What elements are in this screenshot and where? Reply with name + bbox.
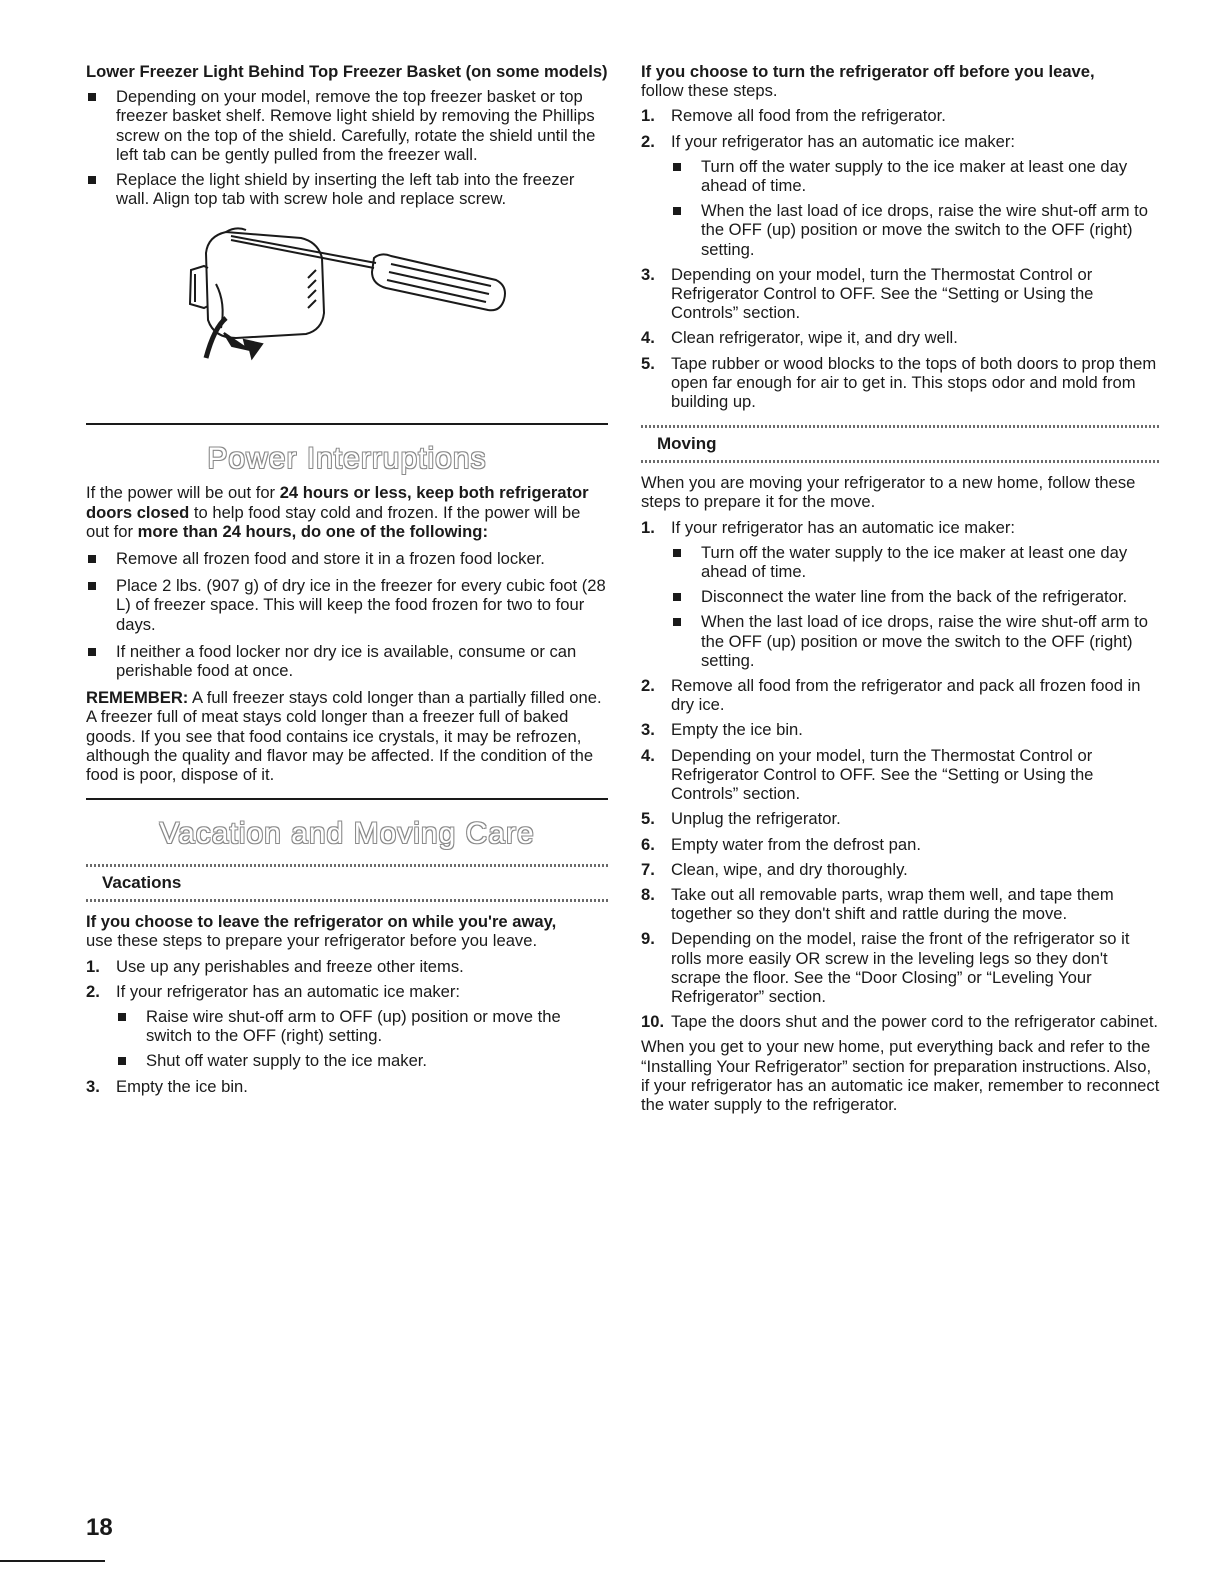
step-number: 8.	[641, 884, 655, 904]
power-bullet-1: Remove all frozen food and store it in a frozen food locker.	[86, 549, 608, 568]
light-bullet-2: Replace the light shield by inserting the left tab into the freezer wall. Align top tab with screw hole and replace screw.	[86, 170, 608, 208]
remember-text: A full freezer stays cold longer than a partially filled one. A freezer full of meat stays cold longer than a freezer full of baked goods. If you see that food contains ice crystals, it may be refrozen, although the quality and flavor may be affected. If the condition of the food is poor, dispose of it.	[86, 688, 602, 785]
vacations-sub-bullet-1: Raise wire shut-off arm to OFF (up) position or move the switch to the OFF (right) setting.	[86, 1007, 608, 1045]
step-text: If your refrigerator has an automatic ice maker:	[671, 131, 1016, 151]
step-number: 6.	[641, 834, 655, 854]
moving-step-7	[641, 860, 1161, 879]
moving-step-3	[641, 720, 1161, 739]
light-heading: Lower Freezer Light Behind Top Freezer Basket (on some models)	[86, 62, 608, 81]
step-text: Unplug the refrigerator.	[671, 809, 841, 829]
step-text: If your refrigerator has an automatic ice maker:	[116, 981, 461, 1001]
moving-step-8	[641, 885, 1161, 923]
screwdriver-light-shield-icon	[86, 208, 608, 423]
step-number: 2.	[641, 676, 655, 696]
moving-step-5	[641, 809, 1161, 828]
step-text: Tape the doors shut and the power cord to the refrigerator cabinet.	[671, 1012, 1159, 1032]
step-text: Depending on the model, raise the front of the refrigerator so it rolls more easily OR screw in the leveling legs so they don't scrape the floor. See the “Door Closing” or “Leveling Your Refrigerator” section.	[671, 929, 1130, 1006]
light-shield-illustration	[86, 208, 608, 423]
step-number: 1.	[641, 517, 655, 537]
step-text: Tape rubber or wood blocks to the tops of both doors to prop them open far enough for air to get in. This stops odor and mold from building up.	[671, 353, 1157, 412]
off-sub-bullet-2: When the last load of ice drops, raise the wire shut-off arm to the OFF (up) position or move the switch to the OFF (right) setting.	[641, 201, 1161, 259]
step-number: 5.	[641, 353, 655, 373]
moving-intro: When you are moving your refrigerator to a new home, follow these steps to prepare it for the move.	[641, 473, 1136, 512]
step-text: Clean, wipe, and dry thoroughly.	[671, 859, 908, 879]
vacations-step-1	[86, 957, 608, 976]
moving-step-1	[641, 518, 1161, 537]
remember-paragraph	[86, 688, 608, 784]
moving-sub-bullet-1: Turn off the water supply to the ice maker at least one day ahead of time.	[641, 543, 1161, 581]
moving-step-2	[641, 676, 1161, 714]
moving-step-9	[641, 929, 1161, 1006]
power-intro-text-1: If the power will be out for	[86, 483, 280, 503]
step-text: If your refrigerator has an automatic ice maker:	[671, 517, 1016, 537]
step-number: 4.	[641, 745, 655, 765]
moving-step-10	[641, 1012, 1161, 1031]
page-number: 18	[86, 1514, 113, 1541]
power-interruptions-title: Power Interruptions	[207, 442, 487, 476]
vacations-subhead: Vacations	[102, 873, 182, 893]
power-intro-bold-1: 24 hours or less, keep both refrigerator doors closed	[86, 483, 589, 522]
step-text: Empty water from the defrost pan.	[671, 834, 921, 854]
moving-sub-bullet-3: When the last load of ice drops, raise the wire shut-off arm to the OFF (up) position or move the switch to the OFF (right) setting.	[641, 612, 1161, 670]
step-number: 4.	[641, 328, 655, 348]
power-intro-bold-2: more than 24 hours, do one of the following:	[137, 521, 488, 541]
step-number: 10.	[641, 1012, 665, 1032]
step-number: 2.	[86, 981, 100, 1001]
step-number: 1.	[86, 956, 100, 976]
step-text: Take out all removable parts, wrap them well, and tape them together so they don't shift and rattle during the move.	[671, 884, 1114, 924]
step-number: 3.	[86, 1076, 100, 1096]
step-number: 5.	[641, 809, 655, 829]
step-text: Empty the ice bin.	[671, 720, 803, 740]
right-column	[641, 62, 1161, 1114]
footer-rule	[0, 1560, 105, 1562]
vacations-step-2	[86, 982, 608, 1001]
off-sub-bullet-1: Turn off the water supply to the ice maker at least one day ahead of time.	[641, 157, 1161, 195]
vacations-lead-bold: If you choose to leave the refrigerator on while you're away,	[86, 912, 557, 932]
step-text: Clean refrigerator, wipe it, and dry well.	[671, 328, 958, 348]
step-text: Depending on your model, turn the Thermostat Control or Refrigerator Control to OFF. See the “Setting or Using the Controls” section.	[671, 745, 1094, 804]
off-step-2	[641, 132, 1161, 151]
off-step-5	[641, 354, 1161, 412]
step-text: Remove all food from the refrigerator.	[671, 106, 946, 126]
left-column	[86, 62, 608, 1096]
off-step-3	[641, 265, 1161, 323]
off-lead-text: follow these steps.	[641, 81, 778, 101]
vacations-step-3	[86, 1077, 608, 1096]
power-intro	[86, 483, 608, 541]
step-number: 3.	[641, 264, 655, 284]
off-step-1	[641, 106, 1161, 125]
step-number: 7.	[641, 859, 655, 879]
vacation-moving-title: Vacation and Moving Care	[159, 817, 535, 851]
light-bullet-1: Depending on your model, remove the top freezer basket or top freezer basket shelf. Remove light shield by removing the Phillips screw on the top of the shield. Carefully, rotate the shield until the left tab can be gently pulled from the freezer wall.	[86, 87, 608, 164]
vacations-lead-text: use these steps to prepare your refrigerator before you leave.	[86, 931, 538, 951]
remember-label: REMEMBER:	[86, 688, 189, 708]
step-text: Empty the ice bin.	[116, 1076, 248, 1096]
power-bullet-2: Place 2 lbs. (907 g) of dry ice in the freezer for every cubic foot (28 L) of freezer space. This will keep the food frozen for two to four days.	[86, 576, 608, 634]
step-text: Remove all food from the refrigerator and pack all frozen food in dry ice.	[671, 676, 1141, 715]
step-number: 3.	[641, 720, 655, 740]
power-bullet-3: If neither a food locker nor dry ice is available, consume or can perishable food at once.	[86, 642, 608, 680]
moving-step-4	[641, 746, 1161, 804]
step-number: 1.	[641, 106, 655, 126]
step-number: 2.	[641, 131, 655, 151]
off-step-4	[641, 328, 1161, 347]
moving-subhead: Moving	[657, 434, 717, 454]
moving-closing: When you get to your new home, put everything back and refer to the “Installing Your Refrigerator” section for preparation instructions. Also, if your refrigerator has an automatic ice maker, remember to reconnect the water supply to the refrigerator.	[641, 1037, 1160, 1114]
step-text: Use up any perishables and freeze other items.	[116, 956, 464, 976]
moving-step-6	[641, 835, 1161, 854]
step-number: 9.	[641, 929, 655, 949]
vacations-sub-bullet-2: Shut off water supply to the ice maker.	[86, 1051, 608, 1070]
moving-sub-bullet-2: Disconnect the water line from the back of the refrigerator.	[641, 587, 1161, 606]
step-text: Depending on your model, turn the Thermostat Control or Refrigerator Control to OFF. See the “Setting or Using the Controls” section.	[671, 264, 1094, 323]
off-lead-bold: If you choose to turn the refrigerator off before you leave,	[641, 62, 1095, 81]
power-intro-text-2: to help food stay cold and frozen. If the power will be out for	[86, 502, 581, 541]
